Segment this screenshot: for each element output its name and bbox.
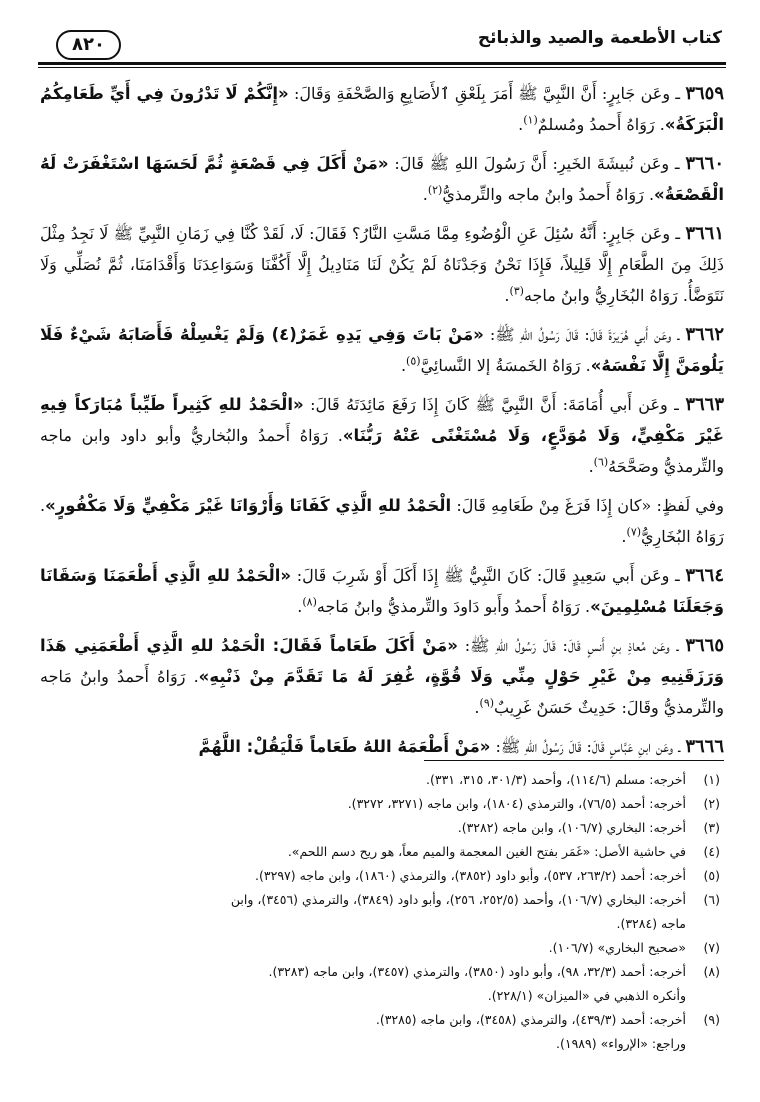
hadith-end: . [588,457,594,476]
hadith-quote: «مَنْ أَكَلَ طَعَاماً فَقَالَ: الْحَمْدُ للهِ الَّذِي أَطْعَمَنِي هَذَا وَرَزَقَنِيهِ مِنْ غَيْرِ حَوْلٍ مِنِّي وَلَا قُوَّةٍ، غُفِرَ لَهُ مَا تَقَدَّمَ مِنْ ذَنْبِهِ» [40,636,724,686]
footnote-line: أخرجه: أحمد (٧٦/٥)، والترمذي (١٨٠٤)، وابن ماجه (٣٢٧١، ٣٢٧٢). [347,796,686,811]
hadith-number: ٣٦٦١ [685,223,724,244]
hadith-intro: ـ وعَن أَبي سَعِيدٍ قَالَ: كَانَ النَّبِيُّ ﷺ إِذَا أَكَلَ أَوْ شَرِبَ قَالَ: [291,566,686,585]
hadith-list [40,78,724,770]
hadith-number: ٣٦٦٤ [685,565,724,586]
hadith-number: ٣٦٦٦ [685,736,724,757]
footnote-text [40,792,686,816]
hadith-entry [40,731,724,762]
footnote-line: في حاشية الأصل: «غَمَر بفتح الغين المعجمة والميم معاً، هو ريح دسم اللحم». [287,844,686,859]
footnote [40,792,724,816]
hadith-paragraph [40,389,724,482]
hadith-entry [40,389,724,482]
hadith-end: . [474,698,480,717]
hadith-paragraph [40,630,724,723]
hadith-intro: ـ وعَن أَبي أُمَامَةَ: أَنَّ النَّبِيَّ ﷺ كَانَ إِذَا رَفَعَ مَائِدَتَهُ قَالَ: [303,395,686,414]
footnote-line: أخرجه: أحمد (٤٣٩/٣)، والترمذي (٣٤٥٨)، وابن ماجه (٣٢٨٥). [375,1012,686,1027]
header-rule-thick [38,62,726,65]
footnote-ref: (٨) [302,595,317,609]
header-rule-thin [38,67,726,68]
hadith-entry [40,78,724,140]
footnote [40,768,724,792]
hadith-number: ٣٦٦٥ [685,635,724,656]
footnote-ref: (٥) [406,354,421,368]
hadith-entry [40,630,724,723]
hadith-entry [40,560,724,622]
footnote-text [40,864,686,888]
hadith-number: ٣٦٥٩ [685,83,724,104]
footnote [40,816,724,840]
footnote-number: (٧) [703,940,720,955]
book-title: كتاب الأطعمة والصيد والذبائح [477,28,722,48]
page-number: ٨٢٠ [56,30,121,60]
hadith-paragraph [40,218,724,311]
hadith-end: . [518,115,524,134]
hadith-quote: الْحَمْدُ للهِ الَّذِي كَفَانَا وَأَرْوَانَا غَيْرَ مَكْفِيٍّ وَلَا مَكْفُورٍ» [45,496,452,515]
footnote-line: أخرجه: أحمد (٢٦٣/٢، ٥٣٧)، وأبو داود (٣٨٥٢)، والترمذي (١٨٦٠)، وابن ماجه (٣٢٩٧). [255,868,686,883]
hadith-source: . رَوَاهُ أَحمدُ ومُسلمٌ [537,115,665,134]
footnote-number: (٢) [703,796,720,811]
hadith-intro: ـ وعَن جَابِرٍ: أَنَّهُ سُئِلَ عَنِ الْوُضُوءِ مِمَّا مَسَّتِ النَّارُ؟ فَقَالَ: لَا، لَقَدْ كُنَّا فِي زَمَانِ النَّبِيِّ ﷺ لَا نَجِدُ مِثْلَ ذَلِكَ مِنَ الطَّعَامِ إِلَّا قَلِيلاً، فَإِذَا نَحْنُ وَجَدْنَاهُ لَمْ يَكُنْ لَنَا مَنَادِيلُ إِلَّا أَكُفَّنَا وَسَوَاعِدَنَا وَأَقْدَامَنَا، ثُمَّ نُصَلِّي وَلَا نَتَوَضَّأُ [40,224,724,305]
hadith-end: . [400,356,407,375]
hadith-number: ٣٦٦٢ [685,324,725,345]
hadith-source: . رَوَاهُ الخَمسَةُ إلا النَّسائِيَّ [420,356,591,375]
footnote-number: (٤) [703,844,720,859]
hadith-intro: ـ وعَن نُبيشَةَ الخَيرِ: أَنَّ رَسُولَ اللهِ ﷺ قَالَ: [388,154,686,173]
footnote-ref: (١) [523,113,538,127]
footnote-number: (٥) [703,868,720,883]
hadith-paragraph [40,148,724,210]
footnote-text [40,816,686,840]
footnote-text [40,960,686,1008]
hadith-intro: ـ وعَن أَبي هُرَيرَةَ قَالَ: قَالَ رَسُولُ اللهِ ﷺ: [483,325,686,344]
hadith-paragraph [40,319,724,381]
hadith-end: . [422,185,428,204]
footnote-divider [424,760,724,761]
page-number-box [56,30,121,60]
footnote-line: ماجه (٣٢٨٤). [616,916,686,931]
hadith-quote: «الْحَمْدُ للهِ كَثِيراً طَيِّباً مُبَارَكاً فِيهِ غَيْرَ مَكْفِيٍّ، وَلَا مُوَدَّعٍ، وَلَا مُسْتَغْنًى عَنْهُ رَبُّنَا» [40,395,725,445]
hadith-intro: ـ وعَن مُعاذِ بنِ أَنسٍ قَالَ: قَالَ رَسُولُ اللهِ ﷺ: [457,636,686,655]
hadith-source: . رَوَاهُ البُخَارِيُّ وابنُ ماجه [523,286,688,305]
footnote-ref: (٧) [626,525,642,539]
hadith-number: ٣٦٦٣ [685,394,724,415]
footnote-number: (١) [703,772,720,787]
footnote-line: وراجع: «الإرواء» (١٩٨٩). [556,1036,686,1051]
footnote-number: (٩) [703,1012,720,1027]
hadith-number: ٣٦٦٠ [685,153,725,174]
footnote-text [40,768,686,792]
hadith-source: . رَوَاهُ أَحمدُ وابنُ ماجه والتِّرمذيُّ [442,185,655,204]
footnote-ref: (٦) [593,455,609,469]
footnote [40,1008,724,1056]
hadith-intro: وفي لَفظٍ: «كان إِذَا فَرَغَ مِنْ طَعَامِهِ قَالَ: [451,496,725,515]
footnote-line: أخرجه: البخاري (١٠٦/٧)، وأحمد (٢٥٢/٥، ٢٥٦)، وأبو داود (٣٨٤٩)، والترمذي (٣٤٥٦)، وابن [230,892,686,907]
footnote [40,840,724,864]
hadith-quote: «مَنْ بَاتَ وَفِي يَدِهِ غَمَرٌ(٤) وَلَمْ يَغْسِلْهُ فَأَصَابَهُ شَيْءٌ فَلَا يَلُومَنَّ إِلَّا نَفْسَهُ» [40,325,724,375]
footnotes-list [40,768,724,1056]
hadith-paragraph [40,490,724,552]
footnote-text [40,936,686,960]
footnote-ref: (٢) [427,183,443,197]
footnote [40,888,724,936]
hadith-entry [40,218,724,311]
footnote-text [40,1008,686,1056]
footnote-text [40,888,686,936]
hadith-entry [40,490,724,552]
footnote-number: (٨) [703,964,720,979]
hadith-paragraph [40,731,724,762]
footnote [40,864,724,888]
hadith-quote: «مَنْ أَطْعَمَهُ اللهُ طَعَاماً فَلْيَقُلْ: اللَّهُمَّ [198,737,491,756]
hadith-source: . رَوَاهُ أَحمدُ والبُخاريُّ وأبو داود وابن ماجه والتِّرمذيُّ وصَحَّحَهُ [40,426,724,476]
hadith-quote: «مَنْ أَكَلَ فِي قَصْعَةٍ ثُمَّ لَحَسَهَا اسْتَغْفَرَتْ لَهُ الْقَصْعَةُ» [40,154,724,204]
hadith-end: . [297,597,303,616]
footnote-number: (٣) [703,820,720,835]
page-header [38,22,726,66]
footnote-line: أخرجه: أحمد (٣٢/٣، ٩٨)، وأبو داود (٣٨٥٠)، والترمذي (٣٤٥٧)، وابن ماجه (٣٢٨٣). [268,964,686,979]
hadith-source: . رَوَاهُ البُخَارِيُّ [40,496,724,546]
hadith-source: . رَوَاهُ أَحمدُ وأَبو دَاودَ والتِّرمذيُّ وابنُ مَاجه [316,597,591,616]
hadith-quote: «إِنَّكُمْ لَا تَدْرُونَ فِي أَيِّ طَعَامِكُمُ الْبَرَكَةُ» [40,84,724,134]
hadith-quote: «الْحَمْدُ للهِ الَّذِي أَطْعَمَنَا وَسَقَانَا وَجَعَلَنَا مُسْلِمِينَ» [40,566,724,616]
footnote [40,960,724,1008]
hadith-entry [40,319,724,381]
footnote-ref: (٣) [509,284,524,298]
hadith-source: . رَوَاهُ أَحمدُ وابنُ مَاجه والتِّرمذيُّ وقَالَ: حَدِيثٌ حَسَنٌ غَرِيبٌ [40,667,724,717]
hadith-end: . [621,527,627,546]
footnote-ref: (٩) [479,696,495,710]
footnote-line: «صحيح البخاري» (١٠٦/٧). [548,940,686,955]
footnote-text [40,840,686,864]
hadith-paragraph [40,560,724,622]
footnote-line: أخرجه: البخاري (١٠٦/٧)، وابن ماجه (٣٢٨٢). [457,820,686,835]
hadith-end: . [504,286,510,305]
footnote-line: أخرجه: مسلم (١١٤/٦)، وأحمد (٣٠١/٣، ٣١٥، ٣٣١). [426,772,686,787]
footnote [40,936,724,960]
hadith-intro: ـ وعَن ابنِ عَبَّاسٍ قَالَ: قَالَ رَسُولُ اللهِ ﷺ: [490,737,686,756]
hadith-intro: ـ وعَن جَابِرٍ: أَنَّ النَّبِيَّ ﷺ أَمَرَ بِلَعْقِ ٱلأَصَابِعِ وَالصَّحْفَةِ وَقَالَ: [288,84,686,103]
footnote-number: (٦) [703,892,720,907]
hadith-paragraph [40,78,724,140]
hadith-entry [40,148,724,210]
footnote-line: وأنكره الذهبي في «الميزان» (٢٢٨/١). [487,988,686,1003]
